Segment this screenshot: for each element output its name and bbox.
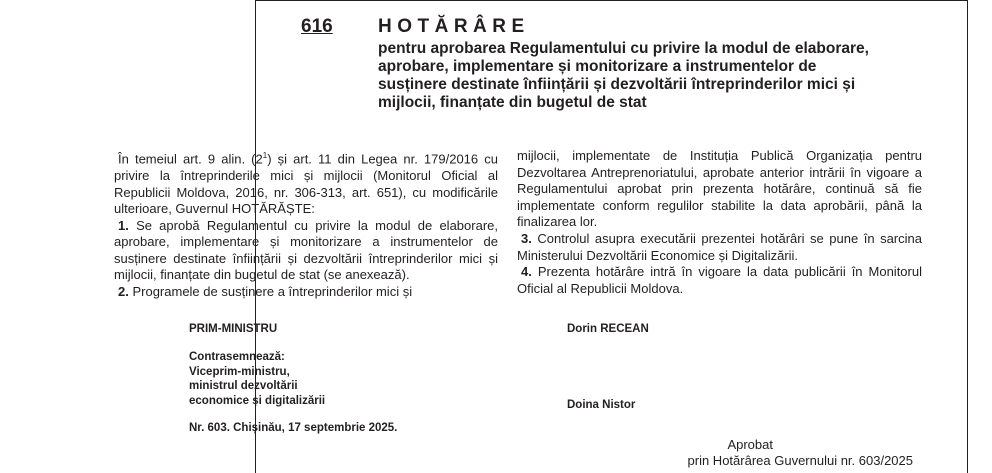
countersign-role: economice și digitalizării [189, 394, 326, 407]
act-subtitle: pentru aprobarea Regulamentului cu privire la modul de elaborare, aprobare, implementare și monitorizare a instrumentelor de susținere destinate înființării și dezvoltării întreprinderilor mici și mijlocii, finanțate din bugetul de stat [378, 40, 869, 111]
act-type-heading: HOTĂRÂRE [378, 16, 530, 37]
countersign-name: Doina Nistor [567, 399, 636, 411]
top-border [255, 0, 968, 1]
intro-paragraph: În temeiul art. 9 alin. $(2^1)$ și art. 11 din Legea nr. 179/2016 cu privire la întreprinderile mici și mijlocii (Monitorul Oficial al Republicii Moldova, 2016, nr. 306-313, art. 651), cu modificările ulterioare, Guvernul HOTĂRĂȘTE: [114, 151, 498, 217]
countersignature-block [189, 350, 325, 408]
right-border [967, 0, 968, 473]
act-number: 616 [301, 16, 333, 37]
paragraph-3: 3. Controlul asupra executării prezentei hotărâri se pune în sarcina Ministerului Dezvoltării Economice și Digitalizării. [517, 230, 922, 263]
approved-label: Aprobat [727, 437, 773, 452]
prime-minister-name: Dorin RECEAN [567, 323, 649, 335]
countersign-role: Viceprim-ministru, [189, 365, 290, 378]
paragraph-1: 1. Se aprobă Regulamentul cu privire la modul de elaborare, aprobare, implementare și monitorizare a instrumentelor de susținere destinate înființării și dezvoltării întreprinderilor mici și mijlocii, finanțate din bugetul de stat (se anexează). [114, 217, 498, 283]
countersign-label: Contrasemnează: [189, 351, 285, 363]
act-registration-line: Nr. 603. Chișinău, 17 septembrie 2025. [189, 422, 398, 434]
prime-minister-title: PRIM-MINISTRU [189, 323, 278, 335]
paragraph-4: 4. Prezenta hotărâre intră în vigoare la data publicării în Monitorul Oficial al Republicii Moldova. [517, 264, 922, 296]
annex-approval-note [600, 437, 913, 469]
paragraph-2-start: 2. Programele de susținere a întreprinderilor mici și [118, 284, 413, 300]
right-column [517, 148, 922, 297]
paragraph-2-continued: mijlocii, implementate de Instituția Publică Organizația pentru Dezvoltarea Antreprenoriatului, aprobate anterior intrării în vigoare a Regulamentului aprobat prin prezenta hotărâre, continuă să fie implementate conform regulilor stabilite la data aprobării, până la finalizarea lor. [517, 148, 922, 230]
left-column [114, 148, 498, 301]
approved-reference: prin Hotărârea Guvernului nr. 603/2025 [687, 453, 913, 468]
countersign-role: ministrul dezvoltării [189, 380, 298, 392]
